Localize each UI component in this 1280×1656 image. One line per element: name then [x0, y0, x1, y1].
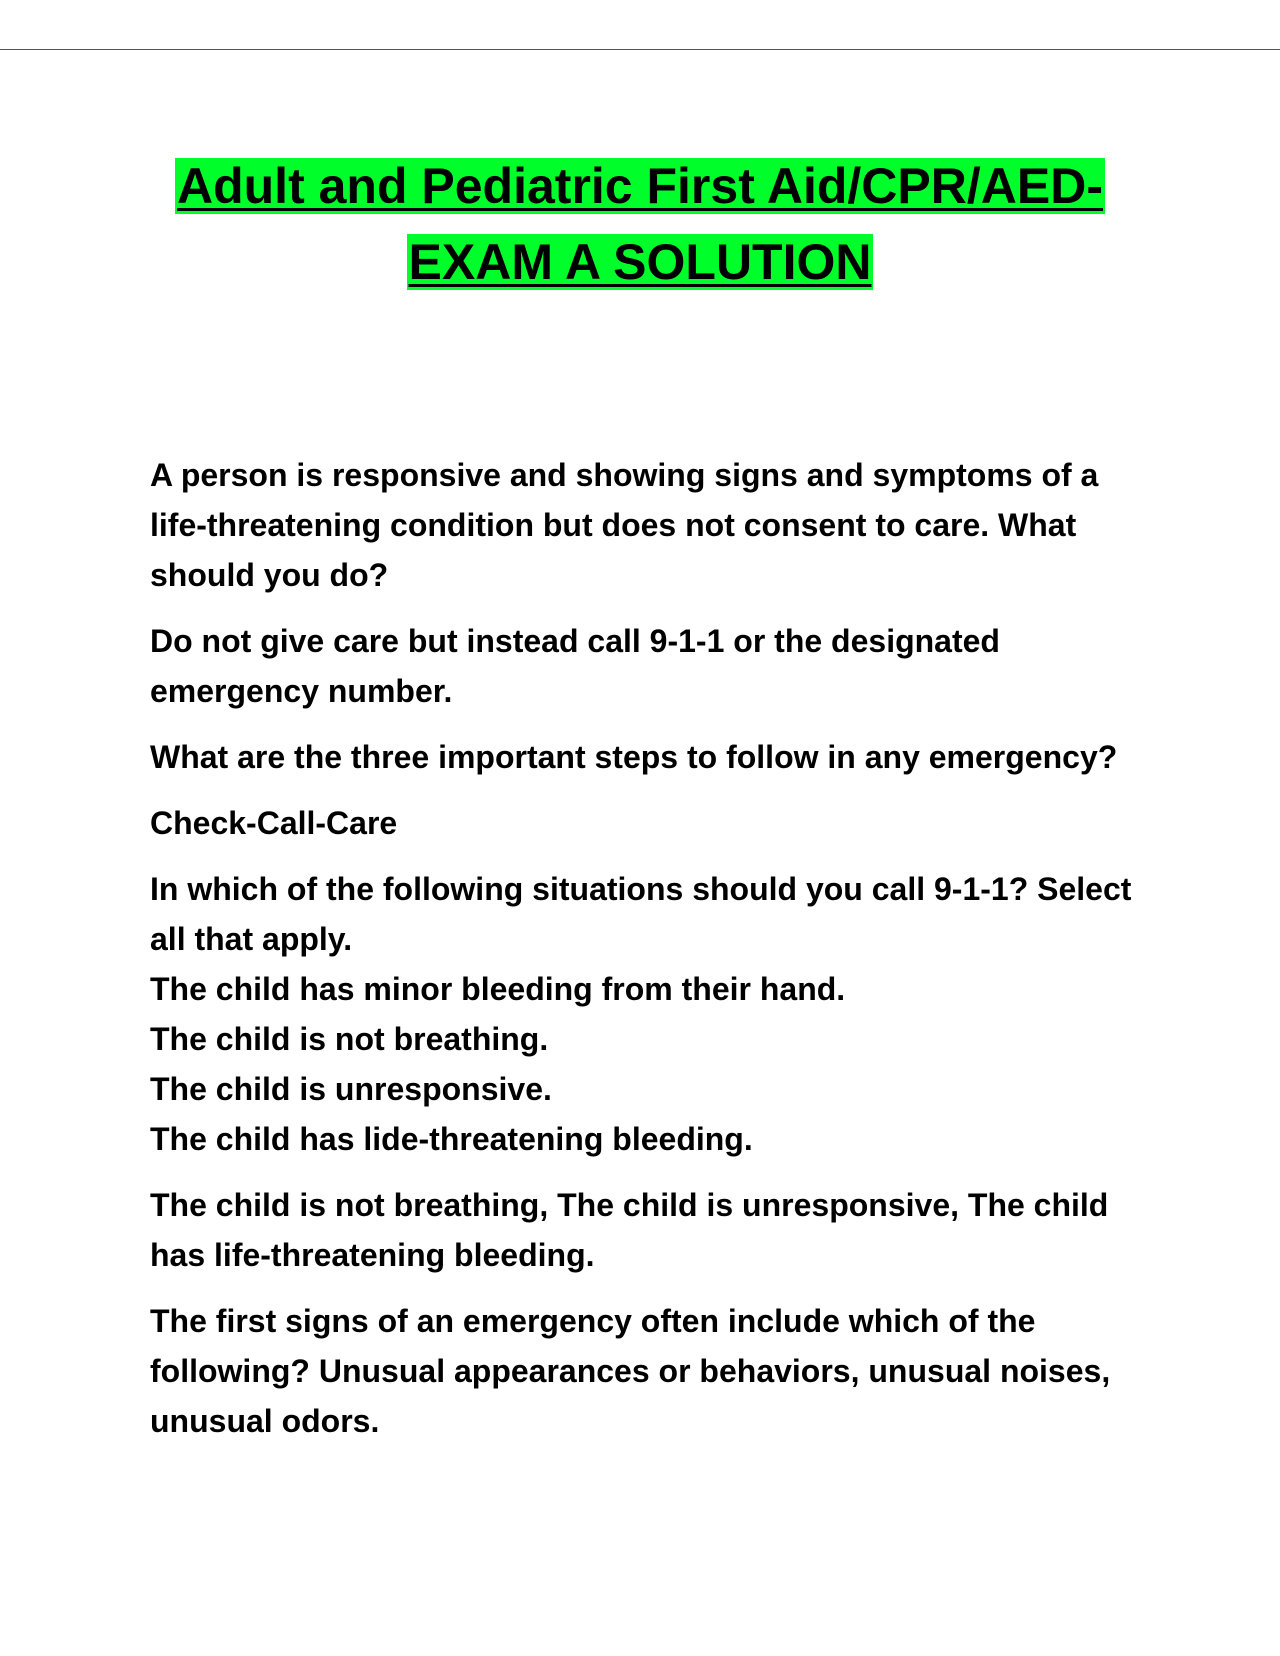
- document-title: [0, 148, 1280, 300]
- question-4: The first signs of an emergency often include which of the following? Unusual appearances or behaviors, unusual noises, unusual odors.: [150, 1303, 1111, 1439]
- question-3-option-4: The child has lide-threatening bleeding.: [150, 1121, 753, 1157]
- question-3-option-2: The child is not breathing.: [150, 1021, 549, 1057]
- question-3-option-3: The child is unresponsive.: [150, 1071, 552, 1107]
- question-3: In which of the following situations should you call 9-1-1? Select all that apply.: [150, 871, 1132, 957]
- question-2: What are the three important steps to follow in any emergency?: [150, 739, 1118, 775]
- question-3-option-1: The child has minor bleeding from their hand.: [150, 971, 846, 1007]
- top-divider: [0, 49, 1280, 50]
- answer-2: Check-Call-Care: [150, 805, 398, 841]
- title-line-2: EXAM A SOLUTION: [408, 234, 872, 290]
- question-1: A person is responsive and showing signs and symptoms of a life-threatening condition but does not consent to care. What should you do?: [150, 457, 1099, 593]
- question-3-block: [150, 864, 1140, 1164]
- answer-3: The child is not breathing, The child is unresponsive, The child has life-threatening bleeding.: [150, 1187, 1109, 1273]
- document-body: [150, 450, 1140, 1462]
- answer-1: Do not give care but instead call 9-1-1 or the designated emergency number.: [150, 623, 1000, 709]
- title-line-1: Adult and Pediatric First Aid/CPR/AED-: [176, 158, 1103, 214]
